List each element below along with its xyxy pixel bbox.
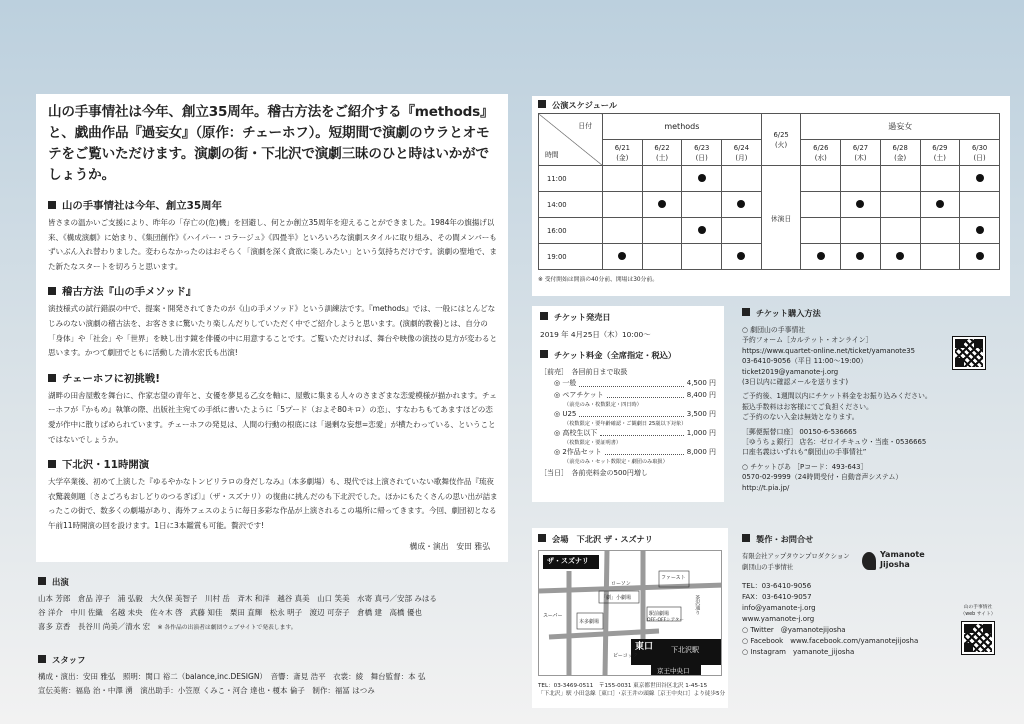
performance-cell bbox=[880, 192, 920, 218]
schedule-note: ※ 受付開始は開演の40分前、開場は30分前。 bbox=[538, 277, 658, 283]
section-heading bbox=[48, 370, 498, 385]
weekday-label: (土) bbox=[655, 153, 669, 162]
circle-bullet-icon: ◎ bbox=[554, 429, 563, 438]
performance-cell bbox=[960, 244, 1000, 270]
square-bullet-icon bbox=[48, 287, 56, 295]
schedule-panel bbox=[532, 96, 1010, 296]
performance-cell bbox=[722, 166, 762, 192]
cast-block bbox=[38, 576, 518, 635]
date-label: 6/23 bbox=[694, 143, 710, 152]
ticket-panel bbox=[532, 306, 724, 502]
price-name bbox=[554, 390, 604, 401]
date-label: 6/22 bbox=[654, 143, 670, 152]
contact-line[interactable]: info@yamanote-j.org bbox=[742, 604, 816, 613]
staff-line: 宣伝美術：福島 治・中澤 湧 演出助手：小笠原 くみこ・河合 達也・榎本 倫子 制作：福冨 はつみ bbox=[38, 686, 375, 695]
purchase-line: ○ 劇団山の手事情社 bbox=[742, 326, 806, 334]
map-label: スーパー bbox=[543, 613, 563, 619]
price-row bbox=[554, 390, 716, 401]
purchase-line: ○ チケットぴあ ［Pコード：493-643］ bbox=[742, 462, 868, 471]
performance-cell bbox=[880, 166, 920, 192]
performance-dot-icon bbox=[698, 174, 706, 182]
performance-dot-icon bbox=[737, 200, 745, 208]
performance-cell bbox=[603, 166, 643, 192]
price-name bbox=[554, 447, 602, 458]
date-label: 6/30 bbox=[971, 143, 988, 152]
circle-bullet-icon: ◎ bbox=[554, 409, 563, 418]
venue-heading: 会場 下北沢 ザ・スズナリ bbox=[552, 534, 653, 544]
intro-panel bbox=[36, 94, 508, 562]
map-label: ピーコック bbox=[613, 653, 638, 659]
price-note: （前売のみ・セット数限定・劇団のみ取扱） bbox=[564, 459, 668, 466]
purchase-line: (3日以内に確認メールを送ります) bbox=[742, 378, 849, 387]
contact-heading: 製作・お問合せ bbox=[756, 534, 814, 544]
section-title: 山の手事情社は今年、創立35周年 bbox=[62, 200, 222, 212]
purchase-line[interactable]: https://www.quartet-online.net/ticket/yamanote35 bbox=[742, 346, 915, 355]
map-station: 下北沢駅 bbox=[671, 646, 699, 654]
date-label: 6/24 bbox=[733, 143, 750, 152]
price-name bbox=[554, 428, 597, 439]
website-qr-code[interactable] bbox=[962, 622, 994, 654]
performance-dot-icon bbox=[896, 252, 904, 260]
price-value: 1,000 円 bbox=[686, 429, 716, 438]
price-value: 8,400 円 bbox=[686, 390, 716, 399]
map-label: 「劇」小劇場 bbox=[601, 595, 632, 601]
map-label: 本多劇場 bbox=[579, 619, 600, 625]
performance-cell bbox=[801, 192, 841, 218]
date-cell bbox=[880, 140, 920, 166]
weekday-label: (火) bbox=[775, 140, 788, 149]
closed-cell: 休演日 bbox=[761, 166, 801, 270]
purchase-line[interactable]: ticket2019@yamanote-j.org bbox=[742, 367, 839, 376]
weekday-label: (日) bbox=[695, 153, 708, 162]
square-bullet-icon bbox=[48, 460, 56, 468]
weekday-label: (金) bbox=[616, 153, 629, 162]
purchase-line: ［ゆうちょ銀行］ 店名：ゼロイチキュウ・当座・0536665 bbox=[742, 438, 927, 447]
logo-text: Jijosha bbox=[880, 560, 910, 569]
schedule-row bbox=[539, 166, 1000, 192]
performance-cell bbox=[920, 218, 960, 244]
date-cell bbox=[841, 140, 881, 166]
price-name bbox=[554, 378, 576, 389]
performance-cell bbox=[682, 192, 722, 218]
performance-cell bbox=[722, 218, 762, 244]
purchase-line: ご予約のない入金は無効となります。 bbox=[742, 413, 859, 422]
qr-caption-line: 山の手事情社 bbox=[963, 605, 993, 610]
company-logo bbox=[862, 550, 926, 570]
performance-cell bbox=[920, 192, 960, 218]
weekday-label: (日) bbox=[973, 153, 986, 162]
contact-line[interactable]: ○ Twitter @yamanotejijosha bbox=[742, 626, 846, 635]
schedule-table bbox=[538, 113, 1000, 270]
price-note: （枚数限定・要年齢確認・ご観劇日 25歳以下対象） bbox=[564, 421, 687, 428]
contact-org: 有限会社アップタウンプロダクション bbox=[742, 552, 850, 560]
logo-mark-icon bbox=[862, 552, 876, 570]
map-label: 駅前劇場 bbox=[649, 611, 670, 617]
weekday-label: (水) bbox=[814, 153, 827, 162]
performance-cell bbox=[642, 244, 682, 270]
date-label: 6/29 bbox=[932, 143, 948, 152]
square-bullet-icon bbox=[48, 374, 56, 382]
price-row bbox=[554, 378, 716, 389]
venue-address: TEL：03-3469-0511 〒155-0031 東京都世田谷区北沢 1-45-15 bbox=[538, 683, 708, 689]
price-row bbox=[554, 447, 716, 458]
section-heading bbox=[48, 456, 498, 471]
section-title: 下北沢・11時開演 bbox=[62, 459, 150, 472]
intro-section bbox=[48, 456, 498, 533]
purchase-block bbox=[742, 308, 1012, 493]
date-cell bbox=[801, 140, 841, 166]
venue-access: 「下北沢」駅 小田急線［東口］･京王井の頭線［京王中央口］より徒歩5分 bbox=[538, 691, 726, 698]
date-label: 6/28 bbox=[892, 143, 908, 152]
map-label: ファースト bbox=[661, 575, 686, 581]
price-heading: チケット料金（全席指定・税込） bbox=[554, 350, 677, 361]
contact-line[interactable]: ○ Facebook www.facebook.com/yamanotejijosha bbox=[742, 637, 919, 646]
purchase-line: 0570-02-9999（24時間受付・自動音声システム） bbox=[742, 473, 903, 482]
price-value: 4,500 円 bbox=[686, 379, 716, 388]
contact-line: TEL：03-6410-9056 bbox=[742, 582, 812, 591]
price-row bbox=[554, 409, 716, 420]
venue-panel bbox=[532, 528, 728, 708]
lead-text: 山の手事情社は今年、創立35周年。稽古方法をご紹介する『methods』と、戯曲作品『過妄女』（原作：チェーホフ）。短期間で演劇のウラとオモテをご覧いただけます。演劇の街・下北沢で演劇三昧のひと時はいかがでしょうか。 bbox=[48, 104, 494, 183]
performance-dot-icon bbox=[856, 200, 864, 208]
weekday-label: (月) bbox=[735, 153, 748, 162]
price-value: 8,000 円 bbox=[686, 448, 716, 457]
purchase-line[interactable]: http://t.pia.jp/ bbox=[742, 483, 790, 492]
performance-cell bbox=[682, 166, 722, 192]
price-name-text: 高校生以下 bbox=[562, 429, 598, 438]
date-cell bbox=[761, 114, 801, 166]
map-east-exit: 東口 bbox=[635, 642, 654, 652]
purchase-line: ご予約後、1週間以内にチケット料金をお振り込みください。 bbox=[742, 392, 932, 401]
square-bullet-icon bbox=[48, 201, 56, 209]
date-cell bbox=[920, 140, 960, 166]
performance-dot-icon bbox=[737, 252, 745, 260]
time-label: 16:00 bbox=[539, 218, 603, 244]
performance-cell bbox=[642, 192, 682, 218]
performance-cell bbox=[722, 192, 762, 218]
weekday-label: (土) bbox=[933, 153, 946, 162]
price-note: （前売のみ・枚数限定・四日時） bbox=[564, 401, 642, 408]
date-label: 6/21 bbox=[614, 143, 630, 152]
circle-bullet-icon: ◎ bbox=[554, 390, 563, 399]
purchase-line: 口座名義はいずれも“劇団山の手事情社” bbox=[742, 448, 867, 457]
map-keio-exit: 京王中央口 bbox=[657, 667, 690, 675]
section-body: 湖畔の田舎屋敷を舞台に、作家志望の青年と、女優を夢見る乙女を軸に、屋敷に集まる人々のさまざまな恋愛模様が描かれます。チェーホフが『かもめ』執筆の際、出版社主宛ての手紙に書いたように「5プード（およそ80キロ）の恋」、すなわちもてあますほどの恋愛が作中に散りばめられています。チェーホフの発見は、人間の行動の根底には「過剰な妄想=恋愛」が横たわっている、ということではないでしょうか。 bbox=[48, 390, 497, 444]
time-label: 14:00 bbox=[539, 192, 603, 218]
performance-cell bbox=[960, 166, 1000, 192]
section-body: 演技様式の試行錯誤の中で、提案・開発されてきたのが《山の手メソッド》という訓練法です。『methods』では、一般にはとんどなじみのない演劇の稽古法を、お客さまに驚いたり楽しんだりしていただく中でご紹介しようと思います。(演劇的教養)とは、自分の「身体」や「社会」や「世界」を映し出す鏡を俳優の中に用意することです。ご覧いただければ、舞台や映像の演技の見方が変わると思います。かつて劇団でともに活動した清水宏氏も出演! bbox=[48, 304, 498, 358]
section-body: 大学卒業後、初めて上演した『ゆるやかなトンビリラロの身だしなみ』（本多劇場）も、現代では上演されていない歌舞伎作品『琉夜衣驚義剣題〔さよごろもおしどりのつるぎば〕』（ザ・スズナリ）の復曲に挑んだのも下北沢でした。ほかにもたくさんの思い出が詰まったこの街で、数多くの劇場があり、海外フェスのように毎日多彩な作品が上演されるこの場所に帰ってきます。今回、劇団初となる午前11時開演の回を設けます。1日に3本鑑賞も可能。贅沢です! bbox=[48, 477, 498, 530]
date-cell bbox=[682, 140, 722, 166]
header-date: 日付 bbox=[578, 122, 592, 130]
performance-cell bbox=[841, 218, 881, 244]
methods-header: methods bbox=[603, 114, 762, 140]
time-label: 11:00 bbox=[539, 166, 603, 192]
performance-cell bbox=[801, 218, 841, 244]
performance-cell bbox=[682, 244, 722, 270]
performance-dot-icon bbox=[817, 252, 825, 260]
leader-dots bbox=[607, 390, 684, 398]
performance-dot-icon bbox=[936, 200, 944, 208]
intro-section bbox=[48, 283, 498, 360]
price-name-text: U25 bbox=[562, 409, 577, 418]
price-name-text: ペアチケット bbox=[562, 390, 604, 399]
performance-cell bbox=[960, 218, 1000, 244]
date-cell bbox=[960, 140, 1000, 166]
leader-dots bbox=[600, 428, 683, 436]
performance-dot-icon bbox=[618, 252, 626, 260]
purchase-line: 予約フォーム［カルテット・オンライン］ bbox=[742, 336, 873, 345]
section-heading bbox=[48, 197, 498, 212]
date-cell bbox=[722, 140, 762, 166]
section-body: 皆さまの温かいご支援により、昨年の「存亡の(危)機」を回避し、何とか創立35周年を迎えることができました。1984年の旗揚げ以来、《構成演劇》に始まり、《集団創作》《ハイパー・コラージュ》《四畳半》といろいろな演劇スタイルに取り組み、その間メンバーもずいぶん入れ替わりました。変わらなかったのはおそらく「演劇を深く貪欲に楽しみたい」という気持ちだけです。演劇の聖地で、また新たなスタートを切ろうと思います。 bbox=[48, 218, 497, 271]
cast-note: ※ 各作品の出演者は劇団ウェブサイトで発表します。 bbox=[157, 625, 297, 631]
performance-cell bbox=[920, 166, 960, 192]
circle-bullet-icon: ◎ bbox=[554, 379, 563, 388]
performance-cell bbox=[920, 244, 960, 270]
map-label: 茶沢通り bbox=[694, 595, 701, 615]
performance-cell bbox=[880, 218, 920, 244]
date-label: 6/26 bbox=[813, 143, 829, 152]
qr-caption bbox=[952, 604, 1004, 618]
director-credit: 構成・演出 安田 雅弘 bbox=[409, 541, 490, 551]
cast-heading: 出演 bbox=[52, 577, 69, 587]
price-door: ［当日］ 各前売料金の500円増し bbox=[540, 469, 648, 478]
performance-cell bbox=[841, 166, 881, 192]
performance-cell bbox=[642, 166, 682, 192]
performance-cell bbox=[603, 192, 643, 218]
ticket-qr-code[interactable] bbox=[953, 337, 985, 369]
performance-dot-icon bbox=[856, 252, 864, 260]
intro-section bbox=[48, 197, 498, 274]
performance-cell bbox=[801, 166, 841, 192]
price-name-text: 2作品セット bbox=[562, 448, 602, 457]
performance-dot-icon bbox=[658, 200, 666, 208]
performance-cell bbox=[801, 244, 841, 270]
performance-cell bbox=[642, 218, 682, 244]
performance-dot-icon bbox=[698, 226, 706, 234]
logo-text: Yamanote bbox=[880, 550, 925, 559]
release-heading: チケット発売日 bbox=[554, 312, 611, 322]
performance-cell bbox=[682, 218, 722, 244]
performance-cell bbox=[603, 244, 643, 270]
contact-org: 劇団山の手事情社 bbox=[742, 563, 794, 572]
performance-dot-icon bbox=[976, 226, 984, 234]
staff-line: 構成・演出：安田 雅弘 照明：関口 裕二（balance,inc.DESIGN） 音響：斎見 浩平 衣裳：綾 舞台監督：本 弘 bbox=[38, 672, 426, 681]
performance-dot-icon bbox=[976, 252, 984, 260]
performance-dot-icon bbox=[976, 174, 984, 182]
section-title: 稽古方法『山の手メソッド』 bbox=[62, 286, 197, 299]
purchase-heading: チケット購入方法 bbox=[756, 308, 821, 318]
cast-line: 喜多 京香 長谷川 尚美／清水 宏 bbox=[38, 622, 151, 631]
date-cell bbox=[603, 140, 643, 166]
purchase-line: 03-6410-9056（平日 11:00～19:00） bbox=[742, 357, 868, 366]
contact-line: FAX：03-6410-9057 bbox=[742, 593, 812, 602]
schedule-heading: 公演スケジュール bbox=[552, 100, 618, 110]
qr-caption-line: （web サイト） bbox=[960, 612, 996, 617]
price-name-text: 一般 bbox=[562, 379, 577, 388]
cast-line: 谷 洋介 中川 佐織 名越 未央 佐々木 啓 武藤 知佳 栗田 直輝 松永 明子 渡辺 可奈子 倉橋 建 高橋 優也 bbox=[38, 608, 422, 617]
section-title: チェーホフに初挑戦! bbox=[62, 372, 160, 385]
price-note: （枚数限定・要証明書） bbox=[564, 440, 622, 447]
circle-bullet-icon: ◎ bbox=[554, 448, 563, 457]
leader-dots bbox=[579, 409, 683, 417]
performance-cell bbox=[603, 218, 643, 244]
staff-heading: スタッフ bbox=[52, 655, 86, 665]
intro-section bbox=[48, 370, 498, 447]
weekday-label: (金) bbox=[894, 153, 907, 162]
performance-cell bbox=[841, 244, 881, 270]
time-label: 19:00 bbox=[539, 244, 603, 270]
header-time: 時間 bbox=[545, 151, 559, 159]
kamome-header: 過妄女 bbox=[801, 114, 1000, 140]
venue-map bbox=[538, 550, 722, 676]
price-value: 3,500 円 bbox=[686, 409, 716, 418]
price-row bbox=[554, 428, 716, 439]
performance-cell bbox=[880, 244, 920, 270]
purchase-line: ［郵便振替口座］ 00150-6-536665 bbox=[742, 427, 857, 436]
contact-line[interactable]: www.yamanote-j.org bbox=[742, 615, 815, 624]
leader-dots bbox=[605, 447, 684, 455]
contact-line[interactable]: ○ Instagram yamanote_jijosha bbox=[742, 648, 855, 657]
performance-cell bbox=[960, 192, 1000, 218]
price-advance-label: ［前売］ 各回前日まで取扱 bbox=[540, 368, 628, 377]
leader-dots bbox=[579, 378, 683, 386]
section-heading bbox=[48, 283, 498, 298]
map-suzunari-logo: ザ・スズナリ bbox=[547, 557, 589, 565]
date-label: 6/25 bbox=[773, 130, 789, 139]
purchase-line: 振込手数料はお客様にてご負担ください。 bbox=[742, 402, 873, 411]
map-label: ローソン bbox=[611, 581, 631, 587]
cast-line: 山本 芳郎 倉品 淳子 浦 弘毅 大久保 美智子 川村 岳 斉木 和洋 越谷 真美 山口 笑美 水寄 真弓／安部 みはる bbox=[38, 594, 437, 603]
price-name bbox=[554, 409, 576, 420]
map-label: OFF-OFFシアター bbox=[647, 618, 684, 623]
date-label: 6/27 bbox=[852, 143, 869, 152]
performance-cell bbox=[841, 192, 881, 218]
date-cell bbox=[642, 140, 682, 166]
staff-block bbox=[38, 654, 518, 698]
release-date: 2019 年 4月25日（木）10:00～ bbox=[540, 330, 651, 339]
performance-cell bbox=[722, 244, 762, 270]
weekday-label: (木) bbox=[854, 153, 867, 162]
